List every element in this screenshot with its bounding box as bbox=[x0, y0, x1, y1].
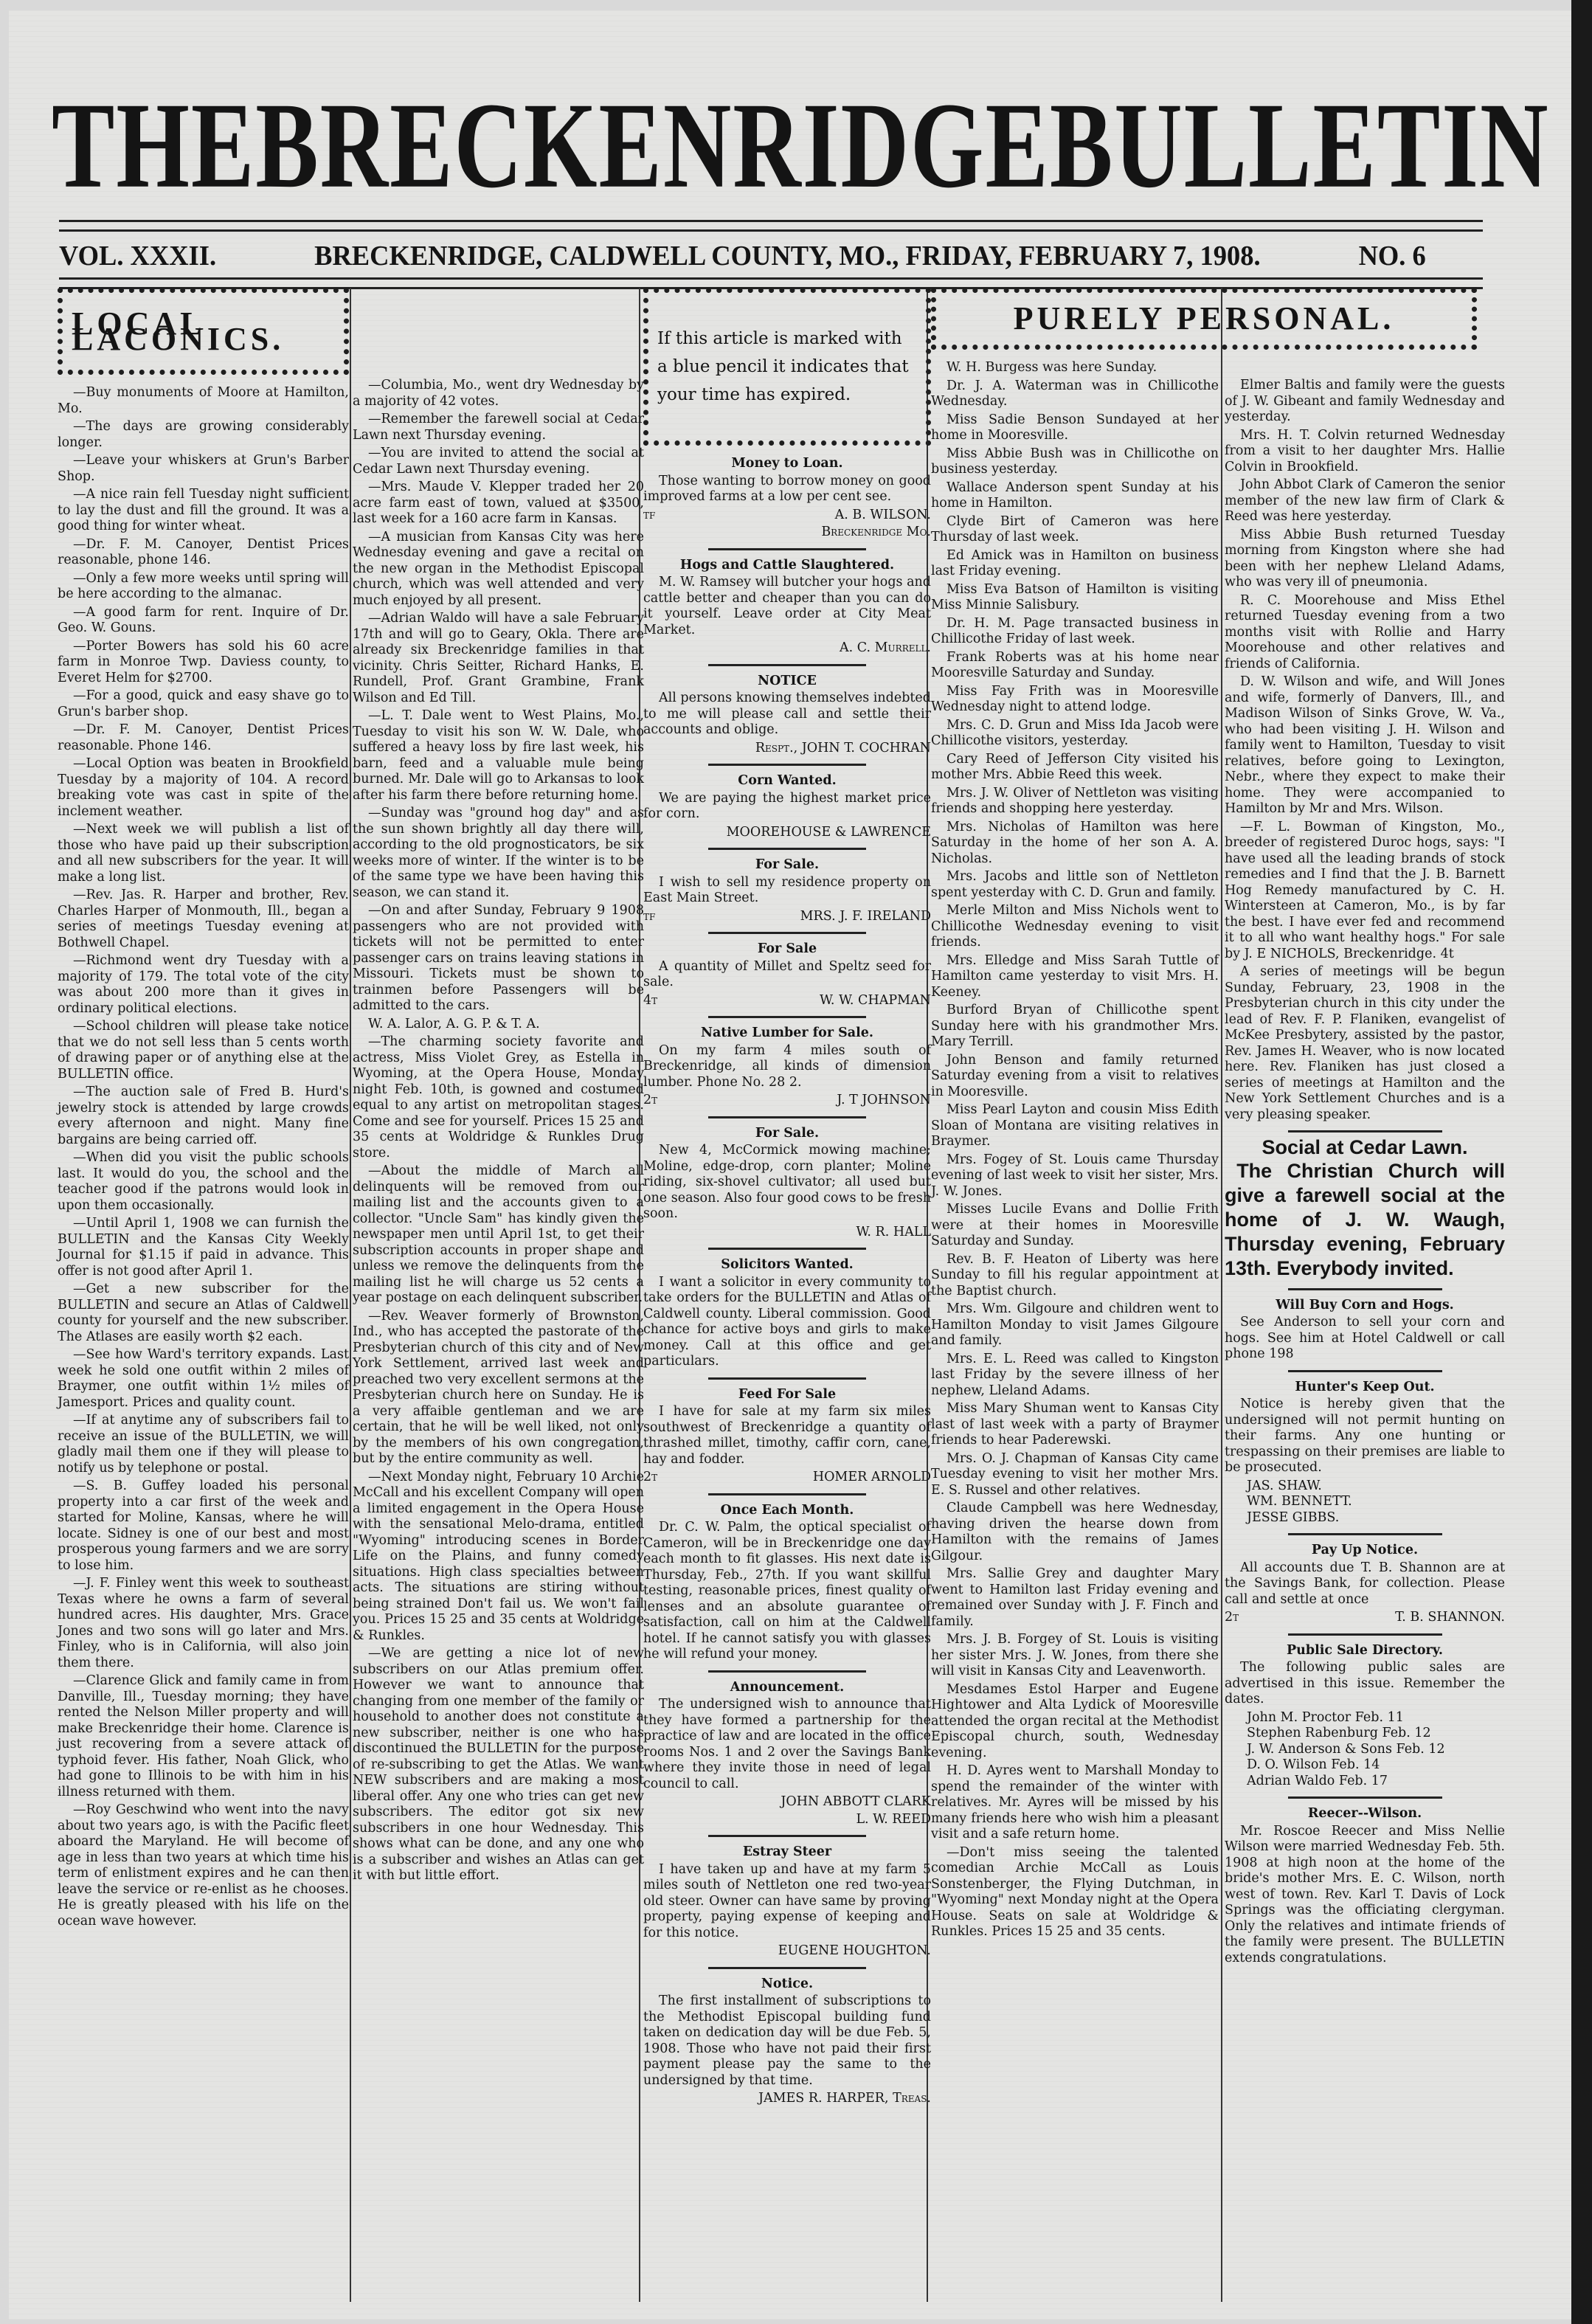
news-item: H. D. Ayres went to Marshall Monday to spend the remainder of the winter with relatives. Mr. Ayres will be missed by his many friends here who wish him a pleasant visit and a safe return home. bbox=[931, 1763, 1219, 1841]
ad-title: Native Lumber for Sale. bbox=[700, 1026, 874, 1040]
public-sale-row bbox=[1225, 1710, 1505, 1726]
ad-title: Announcement. bbox=[730, 1679, 845, 1695]
news-item: —Next week we will publish a list of those who have paid up their subscription and all new subscribers for the year. It will make a long list. bbox=[58, 822, 349, 885]
column-local-laconics-1 bbox=[58, 288, 349, 2302]
news-item: Mrs. J. W. Oliver of Nettleton was visiting friends and shopping here yesterday. bbox=[931, 785, 1219, 816]
ad-body: I wish to sell my residence property on East Main Street. bbox=[643, 874, 931, 905]
news-item: Mrs. Sallie Grey and daughter Mary went to Hamilton last Friday evening and remained over Sunday with J. F. Finch and family. bbox=[931, 1566, 1219, 1629]
ads-list bbox=[1225, 1288, 1505, 1967]
insertion-code: 4t bbox=[643, 992, 658, 1008]
ad-signature: JAMES R. HARPER, Treas. bbox=[758, 2091, 931, 2106]
news-item: Mrs. H. T. Colvin returned Wednesday from a visit to her daughter Mrs. Hallie Colvin in Brookfield. bbox=[1225, 427, 1505, 474]
divider bbox=[708, 1835, 867, 1837]
divider bbox=[708, 764, 867, 766]
local-laconics-header bbox=[58, 288, 349, 375]
public-sale-list bbox=[1225, 1710, 1505, 1790]
divider bbox=[1288, 1370, 1442, 1372]
news-item: —Rev. Weaver formerly of Brownston, Ind., who has accepted the pastorate of the Presbyterian church of this city and of New York Settlement, arrived last week and preached two very excellent sermons at the Presbyterian church here on Sunday. He is a very affaible gentleman and we are certain, that he will be well liked, not only by the members of his own congregation, but by the entire community as well. bbox=[353, 1308, 644, 1466]
ad-title: For Sale bbox=[757, 941, 817, 956]
masthead-title bbox=[52, 77, 1550, 214]
sale-date: Feb. 14 bbox=[1331, 1757, 1380, 1772]
news-item: Mrs. Wm. Gilgoure and children went to Hamilton Monday to visit James Gilgoure and family. bbox=[931, 1301, 1219, 1348]
news-item: D. W. Wilson and wife, and Will Jones and wife, formerly of Danvers, Ill., and Madison Wilson of Sinks Grove, W. Va., who had been visiting J. H. Wilson and family went to Hamilton, Tuesday to visit relatives, before going to Lexington, Nebr., where they expect to make their home. They were accompanied to Hamilton by Mr and Mrs. Wilson. bbox=[1225, 674, 1505, 816]
news-item: Miss Pearl Layton and cousin Miss Edith Sloan of Montana are visiting relatives in Braymer. bbox=[931, 1102, 1219, 1149]
news-item: —Next Monday night, February 10 Archie McCall and his excellent Company will open a limited engagement in the Opera House with the sensational Melo-drama, entitled "Wyoming" introducing scenes in Border Life on the Plains, and funny comedy situations. High class specialties between acts. The situations are stiring without being strained Don't fail us. We won't fail you. Prices 15 25 and 35 cents at Woldridge & Runkles. bbox=[353, 1469, 644, 1643]
public-sale-row bbox=[1225, 1757, 1505, 1774]
ad-signature: Respt., JOHN T. COCHRAN bbox=[755, 740, 931, 755]
news-item: —Adrian Waldo will have a sale February 17th and will go to Geary, Okla. There are already six Breckenridge families in that vicinity. Chris Seitter, Richard Hanks, E. Rundell, Prof. Grant Grambine, Frank Wilson and Ed Till. bbox=[353, 611, 644, 705]
advertisement bbox=[643, 1016, 931, 1109]
advertisement bbox=[643, 1835, 931, 1960]
news-item: Mrs. Elledge and Miss Sarah Tuttle of Hamilton came yesterday to visit Mrs. H. Keeney. bbox=[931, 952, 1219, 1000]
ad-signature: T. B. SHANNON. bbox=[1395, 1610, 1505, 1625]
ad-signature-row bbox=[643, 993, 931, 1009]
news-item: Miss Abbie Bush was in Chillicothe on business yesterday. bbox=[931, 446, 1219, 477]
social-notice bbox=[1225, 1136, 1505, 1281]
ad-title: Once Each Month. bbox=[720, 1502, 854, 1518]
column-rule bbox=[350, 288, 351, 2302]
ad-body: We are paying the highest market price for corn. bbox=[643, 790, 931, 821]
divider bbox=[708, 1116, 867, 1118]
divider bbox=[1288, 1288, 1442, 1290]
news-item: —Dr. F. M. Canoyer, Dentist Prices reasonable, phone 146. bbox=[58, 536, 349, 567]
news-item: —A nice rain fell Tuesday night sufficient to lay the dust and fill the ground. It was a good thing for winter wheat. bbox=[58, 487, 349, 533]
ad-body: Those wanting to borrow money on good improved farms at a low per cent see. bbox=[643, 473, 931, 504]
sale-date: Feb. 12 bbox=[1396, 1741, 1445, 1757]
news-item: —Only a few more weeks until spring will be here according to the almanac. bbox=[58, 570, 349, 601]
ad-body: See Anderson to sell your corn and hogs. See him at Hotel Caldwell or call phone 198 bbox=[1225, 1315, 1505, 1361]
news-item: Claude Campbell was here Wednesday, having driven the hearse down from Hamilton with the remains of James Gilgour. bbox=[931, 1501, 1219, 1563]
ad-signer: JESSE GIBBS. bbox=[1247, 1509, 1340, 1525]
news-items bbox=[58, 385, 349, 1929]
news-item: —Columbia, Mo., went dry Wednesday by a majority of 42 votes. bbox=[353, 378, 644, 409]
ad-signature: J. T JOHNSON bbox=[837, 1093, 931, 1107]
ad-body: On my farm 4 miles south of Breckenridge, all kinds of dimension lumber. Phone No. 28 2. bbox=[643, 1042, 931, 1090]
ad-body: I have for sale at my farm six miles southwest of Breckenridge a quantity of thrashed millet, timothy, caffir corn, cane, hay and fodder. bbox=[643, 1404, 931, 1467]
insertion-code: 2t bbox=[643, 1093, 658, 1107]
sale-date: Feb. 12 bbox=[1382, 1726, 1431, 1740]
divider bbox=[708, 1016, 867, 1018]
advertisement bbox=[643, 1116, 931, 1241]
divider bbox=[708, 1670, 867, 1673]
ad-body: The first installment of subscriptions to the Methodist Episcopal building fund taken on dedication day will be due Feb. 5, 1908. Those who have not paid their first payment please pay the same to the undersigned by that time. bbox=[643, 1993, 931, 2088]
news-item: —Don't miss seeing the talented comedian Archie McCall as Louis Sonstenberger, the Flying Dutchman, in "Wyoming" next Monday night at the Opera House. Seats on sale at Woldridge & Runkles. Prices 15 25 and 35 cents. bbox=[931, 1844, 1219, 1939]
divider bbox=[708, 1377, 867, 1380]
ad-body: M. W. Ramsey will butcher your hogs and cattle better and cheaper than you can do it yourself. Leave order at City Meat Market. bbox=[643, 575, 931, 637]
advertisement bbox=[643, 1377, 931, 1486]
news-item: —Clarence Glick and family came in from Danville, Ill., Tuesday morning; they have rented the Nelson Miller property and will make Breckenridge their home. Clarence is just recovering from a severe attack of typhoid fever. His father, Noah Glick, who had gone to Illinois to be with him in his illness returned with them. bbox=[58, 1673, 349, 1799]
news-item: —Until April 1, 1908 we can furnish the BULLETIN and the Kansas City Weekly Journal for $1.15 if paid in advance. This offer is not good after April 1. bbox=[58, 1216, 349, 1279]
divider bbox=[1288, 1796, 1442, 1799]
news-item: Dr. H. M. Page transacted business in Chillicothe Friday of last week. bbox=[931, 615, 1219, 646]
ad-title: NOTICE bbox=[758, 673, 817, 688]
sale-name: Stephen Rabenburg bbox=[1247, 1726, 1378, 1740]
notice-text: If this article is marked with a blue pencil it indicates that your time has expired. bbox=[657, 329, 909, 404]
dateline bbox=[59, 238, 1426, 274]
news-item: —We are getting a nice lot of new subscribers on our Atlas premium offer. However we want to announce that changing from one member of the family or household to another does not constitute a new subscriber, neither is one who has discontinued the BULLETIN for the purpose of re-subscribing to get the Atlas. We want NEW subscribers and are making a most liberal offer. Any one who tries can get new subscribers. The editor got six new subscribers in one hour Wednesday. This shows what can be done, and any one who is a subscriber and wishes an Atlas can get it with but little effort. bbox=[353, 1646, 644, 1883]
divider bbox=[1288, 1633, 1442, 1636]
news-item: John Benson and family returned Saturday evening from a visit to relatives in Mooresville. bbox=[931, 1052, 1219, 1099]
insertion-code: 2t bbox=[643, 1470, 658, 1484]
ad-signature: W. R. HALL bbox=[856, 1224, 931, 1239]
news-item: Mrs. Jacobs and little son of Nettleton spent yesterday with C. D. Grun and family. bbox=[931, 869, 1219, 900]
ad-signature: HOMER ARNOLD bbox=[812, 1470, 931, 1484]
news-item: —When did you visit the public schools last. It would do you, the school and the teacher good if the patrons would look in upon them occasionally. bbox=[58, 1150, 349, 1213]
personal-items bbox=[1225, 378, 1505, 1123]
divider bbox=[708, 664, 867, 666]
column-purely-personal-2 bbox=[1225, 288, 1505, 2302]
ad-signature-row bbox=[1225, 1610, 1505, 1626]
ad-body: Dr. C. W. Palm, the optical specialist of Cameron, will be in Breckenridge one day each month to fit glasses. His next date is Thursday, Feb., 27th. If you want skillful testing, reasonable prices, finest quality of lenses and an absolute guarantee of satisfaction, call on him at the Caldwell hotel. If he cannot satisfy you with glasses he will refund your money. bbox=[643, 1520, 931, 1661]
news-item: Burford Bryan of Chillicothe spent Sunday here with his grandmother Mrs. Mary Terrill. bbox=[931, 1003, 1219, 1049]
news-item: Mrs. J. B. Forgey of St. Louis is visiting her sister Mrs. J. W. Jones, from there she will visit in Kansas City and Leavenworth. bbox=[931, 1632, 1219, 1678]
news-item: Miss Fay Frith was in Mooresville Wednesday night to attend lodge. bbox=[931, 683, 1219, 714]
ad-title: Notice. bbox=[761, 1976, 814, 1991]
ad-body: The following public sales are advertised in this issue. Remember the dates. bbox=[1225, 1660, 1505, 1706]
ad-signature: Breckenridge Mo. bbox=[821, 525, 931, 539]
news-item: W. H. Burgess was here Sunday. bbox=[946, 360, 1157, 375]
news-item: —The charming society favorite and actress, Miss Violet Grey, as Estella in Wyoming, at the Opera House, Monday night Feb. 10th, is gowned and costumed equal to any artist on metropolitan stages. Come and see for yourself. Prices 15 25 and 35 cents at Woldridge & Runkles Drug store. bbox=[353, 1034, 644, 1161]
ad-title: Feed For Sale bbox=[738, 1386, 837, 1402]
scan-edge bbox=[1571, 0, 1592, 2324]
advertisement bbox=[643, 1248, 931, 1370]
issue-number: NO. 6 bbox=[1358, 241, 1426, 272]
ad-title: Corn Wanted. bbox=[738, 773, 837, 788]
divider bbox=[1288, 1130, 1442, 1132]
news-items bbox=[353, 378, 644, 1884]
advertisement bbox=[1225, 1370, 1505, 1526]
header-spacer bbox=[353, 288, 644, 378]
news-item: —Remember the farewell social at Cedar Lawn next Thursday evening. bbox=[353, 412, 644, 443]
news-item: —If at anytime any of subscribers fail to receive an issue of the BULLETIN, we will gladly mail them one if they will please to notify us by telephone or postal. bbox=[58, 1413, 349, 1476]
social-notice-body: The Christian Church will give a farewell social at the home of J. W. Waugh, Thursday evening, February 13th. Everybody invited. bbox=[1225, 1159, 1505, 1279]
news-item: Mrs. Fogey of St. Louis came Thursday evening of last week to visit her sister, Mrs. J. W. Jones. bbox=[931, 1152, 1219, 1199]
section-title: PURELY PERSONAL. bbox=[1013, 300, 1395, 337]
place-date: BRECKENRIDGE, CALDWELL COUNTY, MO., FRIDAY, FEBRUARY 7, 1908. bbox=[314, 241, 1261, 272]
news-item: —The auction sale of Fred B. Hurd's jewelry stock is attended by large crowds every afternoon and night. Many fine bargains are being carried off. bbox=[58, 1085, 349, 1147]
public-sale-row bbox=[1225, 1726, 1505, 1742]
public-sale-row bbox=[1225, 1774, 1505, 1790]
ad-signature-row bbox=[643, 1470, 931, 1486]
advertisement bbox=[643, 932, 931, 1009]
social-notice-title: Social at Cedar Lawn. bbox=[1262, 1136, 1468, 1158]
volume-label: VOL. XXXII. bbox=[59, 241, 217, 272]
ad-title: Will Buy Corn and Hogs. bbox=[1276, 1297, 1454, 1313]
column-advertisements bbox=[643, 288, 931, 2302]
column-local-laconics-2 bbox=[353, 288, 644, 2302]
ad-body: Notice is hereby given that the undersigned will not permit hunting on their farms. Any one hunting or trespassing on their premises are liable to be prosecuted. bbox=[1225, 1397, 1505, 1475]
news-item: —About the middle of March all delinquents will be removed from our mailing list and the accounts given to a collector. "Uncle Sam" has kindly given the newspaper men until April 1st, to get their subscription accounts in proper shape and unless we remove the delinquents from the mailing list he will charge us 52 cents a year postage on each delinquent subscriber. bbox=[353, 1163, 644, 1305]
header-spacer bbox=[1225, 288, 1505, 378]
news-item: —On and after Sunday, February 9 1908 passengers who are not provided with tickets will not be permitted to enter passenger cars on trains leaving stations in Missouri. Tickets must be shown to trainmen before Passengers will be admitted to the cars. bbox=[353, 903, 644, 1013]
news-item: —For a good, quick and easy shave go to Grun's barber shop. bbox=[58, 688, 349, 719]
divider bbox=[708, 848, 867, 850]
news-item: Cary Reed of Jefferson City visited his mother Mrs. Abbie Reed this week. bbox=[931, 751, 1219, 782]
ad-signature-row bbox=[643, 1093, 931, 1109]
news-item: —Dr. F. M. Canoyer, Dentist Prices reasonable. Phone 146. bbox=[58, 722, 349, 753]
news-item: A series of meetings will be begun Sunday, February, 23, 1908 in the Presbyterian church in this city under the lead of Rev. F. P. Flaniken, evangelist of McKee Presbytery, assisted by the pastor, Rev. James H. Weaver, who is now located here. Rev. Flaniken has just closed a series of meetings at Hamilton and the New York Settlement Churches and is a very pleasing speaker. bbox=[1225, 964, 1505, 1122]
ad-signature-row bbox=[643, 909, 931, 925]
divider bbox=[708, 1493, 867, 1495]
section-title: LOCAL LACONICS. bbox=[72, 305, 285, 357]
sale-name: J. W. Anderson & Sons bbox=[1247, 1741, 1392, 1757]
news-item: —Sunday was "ground hog day" and as the sun shown brightly all day there will, according to the old prognosticators, be six weeks more of winter. If the winter is to be of the same type we have been having this season, we can stand it. bbox=[353, 806, 644, 900]
news-item: —Porter Bowers has sold his 60 acre farm in Monroe Twp. Daviess county, to Everet Helm for $2700. bbox=[58, 638, 349, 685]
news-item: Mrs. O. J. Chapman of Kansas City came Tuesday evening to visit her mother Mrs. E. S. Russel and other relatives. bbox=[931, 1450, 1219, 1498]
ad-title: Estray Steer bbox=[742, 1844, 832, 1859]
ad-signature: A. C. Murrell. bbox=[839, 640, 931, 655]
news-item: —Rev. Jas. R. Harper and brother, Rev. Charles Harper of Monmouth, Ill., began a series of meetings Tuesday evening at Bothwell Chapel. bbox=[58, 888, 349, 950]
news-item: Frank Roberts was at his home near Mooresville Saturday and Sunday. bbox=[931, 649, 1219, 680]
ad-signature: L. W. REED bbox=[856, 1811, 931, 1827]
news-item: Mrs. Nicholas of Hamilton was here Saturday in the home of her son A. A. Nicholas. bbox=[931, 819, 1219, 866]
news-item: Ed Amick was in Hamilton on business last Friday evening. bbox=[931, 547, 1219, 578]
ad-signature: A. B. WILSON. bbox=[834, 507, 931, 522]
masthead-word: BULLETIN bbox=[1049, 77, 1550, 214]
ad-body: I have taken up and have at my farm 5 miles south of Nettleton one red two-year old steer. Owner can have same by proving property, paying expense of keeping and for this notice. bbox=[643, 1861, 931, 1940]
ad-body: New 4, McCormick mowing machine; Moline, edge-drop, corn planter; Moline riding, six-shovel cultivator; all used but one season. Also four good cows to be fresh soon. bbox=[643, 1143, 931, 1221]
news-item: —Richmond went dry Tuesday with a majority of 179. The total vote of the city was about 200 more than it gives in ordinary political elections. bbox=[58, 953, 349, 1016]
personal-items bbox=[931, 360, 1219, 1940]
masthead-word: BRECKENRIDGE bbox=[255, 77, 1050, 214]
ad-title: For Sale. bbox=[755, 1125, 820, 1141]
sale-name: John M. Proctor bbox=[1247, 1709, 1352, 1725]
news-item: Rev. B. F. Heaton of Liberty was here Sunday to fill his regular appointment at the Baptist church. bbox=[931, 1251, 1219, 1298]
news-item: —See how Ward's territory expands. Last week he sold one outfit within 2 miles of Braymer, one outfit within 1½ miles of Jamesport. Prices and quality count. bbox=[58, 1347, 349, 1410]
news-item: Mesdames Estol Harper and Eugene Hightower and Alta Lydick of Mooresville attended the organ recital at the Methodist Episcopal church, south, Wednesday evening. bbox=[931, 1681, 1219, 1760]
news-item: —S. B. Guffey loaded his personal property into a car first of the week and started for Moline, Kansas, where he will locate. Sidney is one of our best and most prosperous young farmers and we are sorry to lose him. bbox=[58, 1479, 349, 1573]
insertion-code: tf bbox=[643, 908, 656, 924]
ad-signature: JOHN ABBOTT CLARK bbox=[781, 1794, 931, 1809]
insertion-code: tf bbox=[643, 507, 656, 522]
news-item: Elmer Baltis and family were the guests of J. W. Gibeant and family Wednesday and yesterday. bbox=[1225, 378, 1505, 424]
advertisement bbox=[643, 456, 931, 541]
news-item: —A good farm for rent. Inquire of Dr. Geo. W. Gouns. bbox=[58, 604, 349, 635]
news-item: Merle Milton and Miss Nichols went to Chillicothe Wednesday evening to visit friends. bbox=[931, 903, 1219, 950]
news-item: —Buy monuments of Moore at Hamilton, Mo. bbox=[58, 385, 349, 416]
news-item: —Get a new subscriber for the BULLETIN and secure an Atlas of Caldwell county for yourself and the new subscriber. The Atlases are easily worth $2 each. bbox=[58, 1282, 349, 1344]
ad-body: I want a solicitor in every community to take orders for the BULLETIN and Atlas of Caldwell county. Liberal commission. Good chance for active boys and girls to make money. Call at this office and get particulars. bbox=[643, 1274, 931, 1369]
ad-body: Mr. Roscoe Reecer and Miss Nellie Wilson were married Wednesday Feb. 5th. 1908 at high noon at the home of the bride's mother Mrs. E. C. Wilson, north west of town. Rev. Karl T. Davis of Lock Springs was the officiating clergyman. Only the relatives and intimate friends of the family were present. The BULLETIN extends congratulations. bbox=[1225, 1823, 1505, 1965]
ad-title: Solicitors Wanted. bbox=[721, 1257, 854, 1272]
ad-title: Public Sale Directory. bbox=[1286, 1642, 1444, 1658]
news-item: Miss Abbie Bush returned Tuesday morning from Kingston where she had been with her nephew Lleland Adams, who was very ill of pneumonia. bbox=[1225, 527, 1505, 589]
masthead-word: THE bbox=[52, 77, 256, 214]
sale-name: Adrian Waldo bbox=[1247, 1773, 1335, 1788]
ad-signature: EUGENE HOUGHTON. bbox=[778, 1943, 931, 1958]
divider bbox=[708, 548, 867, 550]
news-item: —A musician from Kansas City was here Wednesday evening and gave a recital on the new organ in the Methodist Episcopal church, which was well attended and very much enjoyed by all present. bbox=[353, 529, 644, 608]
news-item: R. C. Moorehouse and Miss Ethel returned Tuesday evening from a two months visit with Rollie and Harry Moorehouse and other relatives and friends of California. bbox=[1225, 592, 1505, 671]
ads-list bbox=[643, 456, 931, 2107]
sale-date: Feb. 17 bbox=[1338, 1773, 1388, 1788]
masthead-rule bbox=[59, 220, 1483, 232]
advertisement bbox=[643, 764, 931, 840]
ad-title: Money to Loan. bbox=[731, 456, 843, 471]
ad-title: For Sale. bbox=[755, 857, 820, 872]
sale-date: Feb. 11 bbox=[1354, 1709, 1404, 1725]
ad-signer: JAS. SHAW. bbox=[1247, 1478, 1322, 1493]
divider bbox=[708, 1967, 867, 1969]
divider bbox=[1288, 1533, 1442, 1535]
news-item: Miss Eva Batson of Hamilton is visiting Miss Minnie Salisbury. bbox=[931, 581, 1219, 612]
news-item: Wallace Anderson spent Sunday at his home in Hamilton. bbox=[931, 480, 1219, 511]
divider bbox=[708, 932, 867, 934]
ad-signature: MRS. J. F. IRELAND bbox=[800, 908, 931, 924]
ad-body: The undersigned wish to announce that they have formed a partnership for the practice of law and are located in the office rooms Nos. 1 and 2 over the Savings Bank where they invite those in need of legal council to call. bbox=[643, 1697, 931, 1791]
news-item: W. A. Lalor, A. G. P. & T. A. bbox=[368, 1016, 540, 1031]
advertisement bbox=[1225, 1633, 1505, 1790]
news-item: Mrs. E. L. Reed was called to Kingston last Friday by the severe illness of her nephew, Lleland Adams. bbox=[931, 1351, 1219, 1398]
news-item: —Roy Geschwind who went into the navy about two years ago, is with the Pacific fleet aboard the Maryland. He will become of age in less than two years at which time his term of enlistment expires and he can then leave the service or re-enlist as he chooses. He is greatly pleased with his life on the ocean wave however. bbox=[58, 1802, 349, 1929]
ad-body: A quantity of Millet and Speltz seed for sale. bbox=[643, 958, 931, 989]
news-item: —The days are growing considerably longer. bbox=[58, 419, 349, 450]
public-sale-row bbox=[1225, 1742, 1505, 1758]
ad-signature-row bbox=[643, 508, 931, 524]
news-item: —L. T. Dale went to West Plains, Mo., Tuesday to visit his son W. W. Dale, who suffered a heavy loss by fire last week, his barn, feed and a valuable mule being burned. Mr. Dale will go to Arkansas to look after his farm there before returning home. bbox=[353, 708, 644, 803]
news-item: —You are invited to attend the social at Cedar Lawn next Thursday evening. bbox=[353, 446, 644, 477]
advertisement bbox=[643, 1967, 931, 2107]
news-item: —Mrs. Maude V. Klepper traded her 20 acre farm east of town, valued at $3500, last week for a 160 acre farm in Kansas. bbox=[353, 480, 644, 526]
ad-signature: W. W. CHAPMAN bbox=[819, 992, 931, 1008]
news-item: Dr. J. A. Waterman was in Chillicothe Wednesday. bbox=[931, 378, 1219, 409]
ad-title: Reecer--Wilson. bbox=[1307, 1806, 1422, 1821]
news-item: —School children will please take notice that we do not sell less than 5 cents worth of drawing paper or of anything else at the BULLETIN office. bbox=[58, 1019, 349, 1082]
news-item: John Abbot Clark of Cameron the senior member of the new law firm of Clark & Reed was here yesterday. bbox=[1225, 477, 1505, 524]
ad-body: All persons knowing themselves indebted to me will please call and settle their accounts and oblige. bbox=[643, 691, 931, 737]
advertisement bbox=[643, 664, 931, 757]
expired-subscription-notice bbox=[643, 288, 931, 446]
ad-signature: MOOREHOUSE & LAWRENCE bbox=[726, 824, 931, 840]
ad-title: Pay Up Notice. bbox=[1311, 1543, 1419, 1557]
column-rule bbox=[1221, 288, 1222, 2302]
ad-title: Hogs and Cattle Slaughtered. bbox=[679, 557, 895, 573]
insertion-code: 2t bbox=[1225, 1610, 1239, 1625]
advertisement bbox=[643, 548, 931, 657]
ad-signer: WM. BENNETT. bbox=[1247, 1494, 1352, 1509]
news-item: Mrs. C. D. Grun and Miss Ida Jacob were Chillicothe visitors, yesterday. bbox=[931, 717, 1219, 748]
advertisement bbox=[643, 1670, 931, 1828]
news-item: Misses Lucile Evans and Dollie Frith were at their homes in Mooresville Saturday and Sunday. bbox=[931, 1202, 1219, 1248]
advertisement bbox=[1225, 1288, 1505, 1363]
news-item: Clyde Birt of Cameron was here Thursday of last week. bbox=[931, 513, 1219, 544]
advertisement bbox=[643, 1493, 931, 1663]
ad-body: All accounts due T. B. Shannon are at the Savings Bank, for collection. Please call and settle at once bbox=[1225, 1560, 1505, 1607]
ad-title: Hunter's Keep Out. bbox=[1295, 1379, 1435, 1394]
advertisement bbox=[643, 848, 931, 924]
divider bbox=[708, 1248, 867, 1250]
news-item: —J. F. Finley went this week to southeast Texas where he owns a farm of several hundred acres. His daughter, Mrs. Grace Jones and two sons will go later and Mrs. Finley, who is in California, will also join them there. bbox=[58, 1576, 349, 1670]
advertisement bbox=[1225, 1533, 1505, 1626]
news-item: —Local Option was beaten in Brookfield Tuesday by a majority of 104. A record breaking vote was cast in spite of the inclement weather. bbox=[58, 756, 349, 819]
advertisement bbox=[1225, 1796, 1505, 1966]
sale-name: D. O. Wilson bbox=[1247, 1757, 1327, 1772]
news-item: —Leave your whiskers at Grun's Barber Shop. bbox=[58, 453, 349, 484]
news-item: Miss Mary Shuman went to Kansas City last of last week with a party of Braymer friends to hear Paderewski. bbox=[931, 1401, 1219, 1448]
news-item: —F. L. Bowman of Kingston, Mo., breeder of registered Duroc hogs, says: "I have used all the leading brands of stock remedies and I find that the J. B. Barnett Hog Remedy manufactured by C. H. Wintersteen at Cameron, Mo., is by far the best. I have ever fed and recommend it to all who want healthy hogs." For sale by J. E NICHOLS, Breckenridge. 4t bbox=[1225, 819, 1505, 961]
news-item: Miss Sadie Benson Sundayed at her home in Mooresville. bbox=[931, 412, 1219, 443]
